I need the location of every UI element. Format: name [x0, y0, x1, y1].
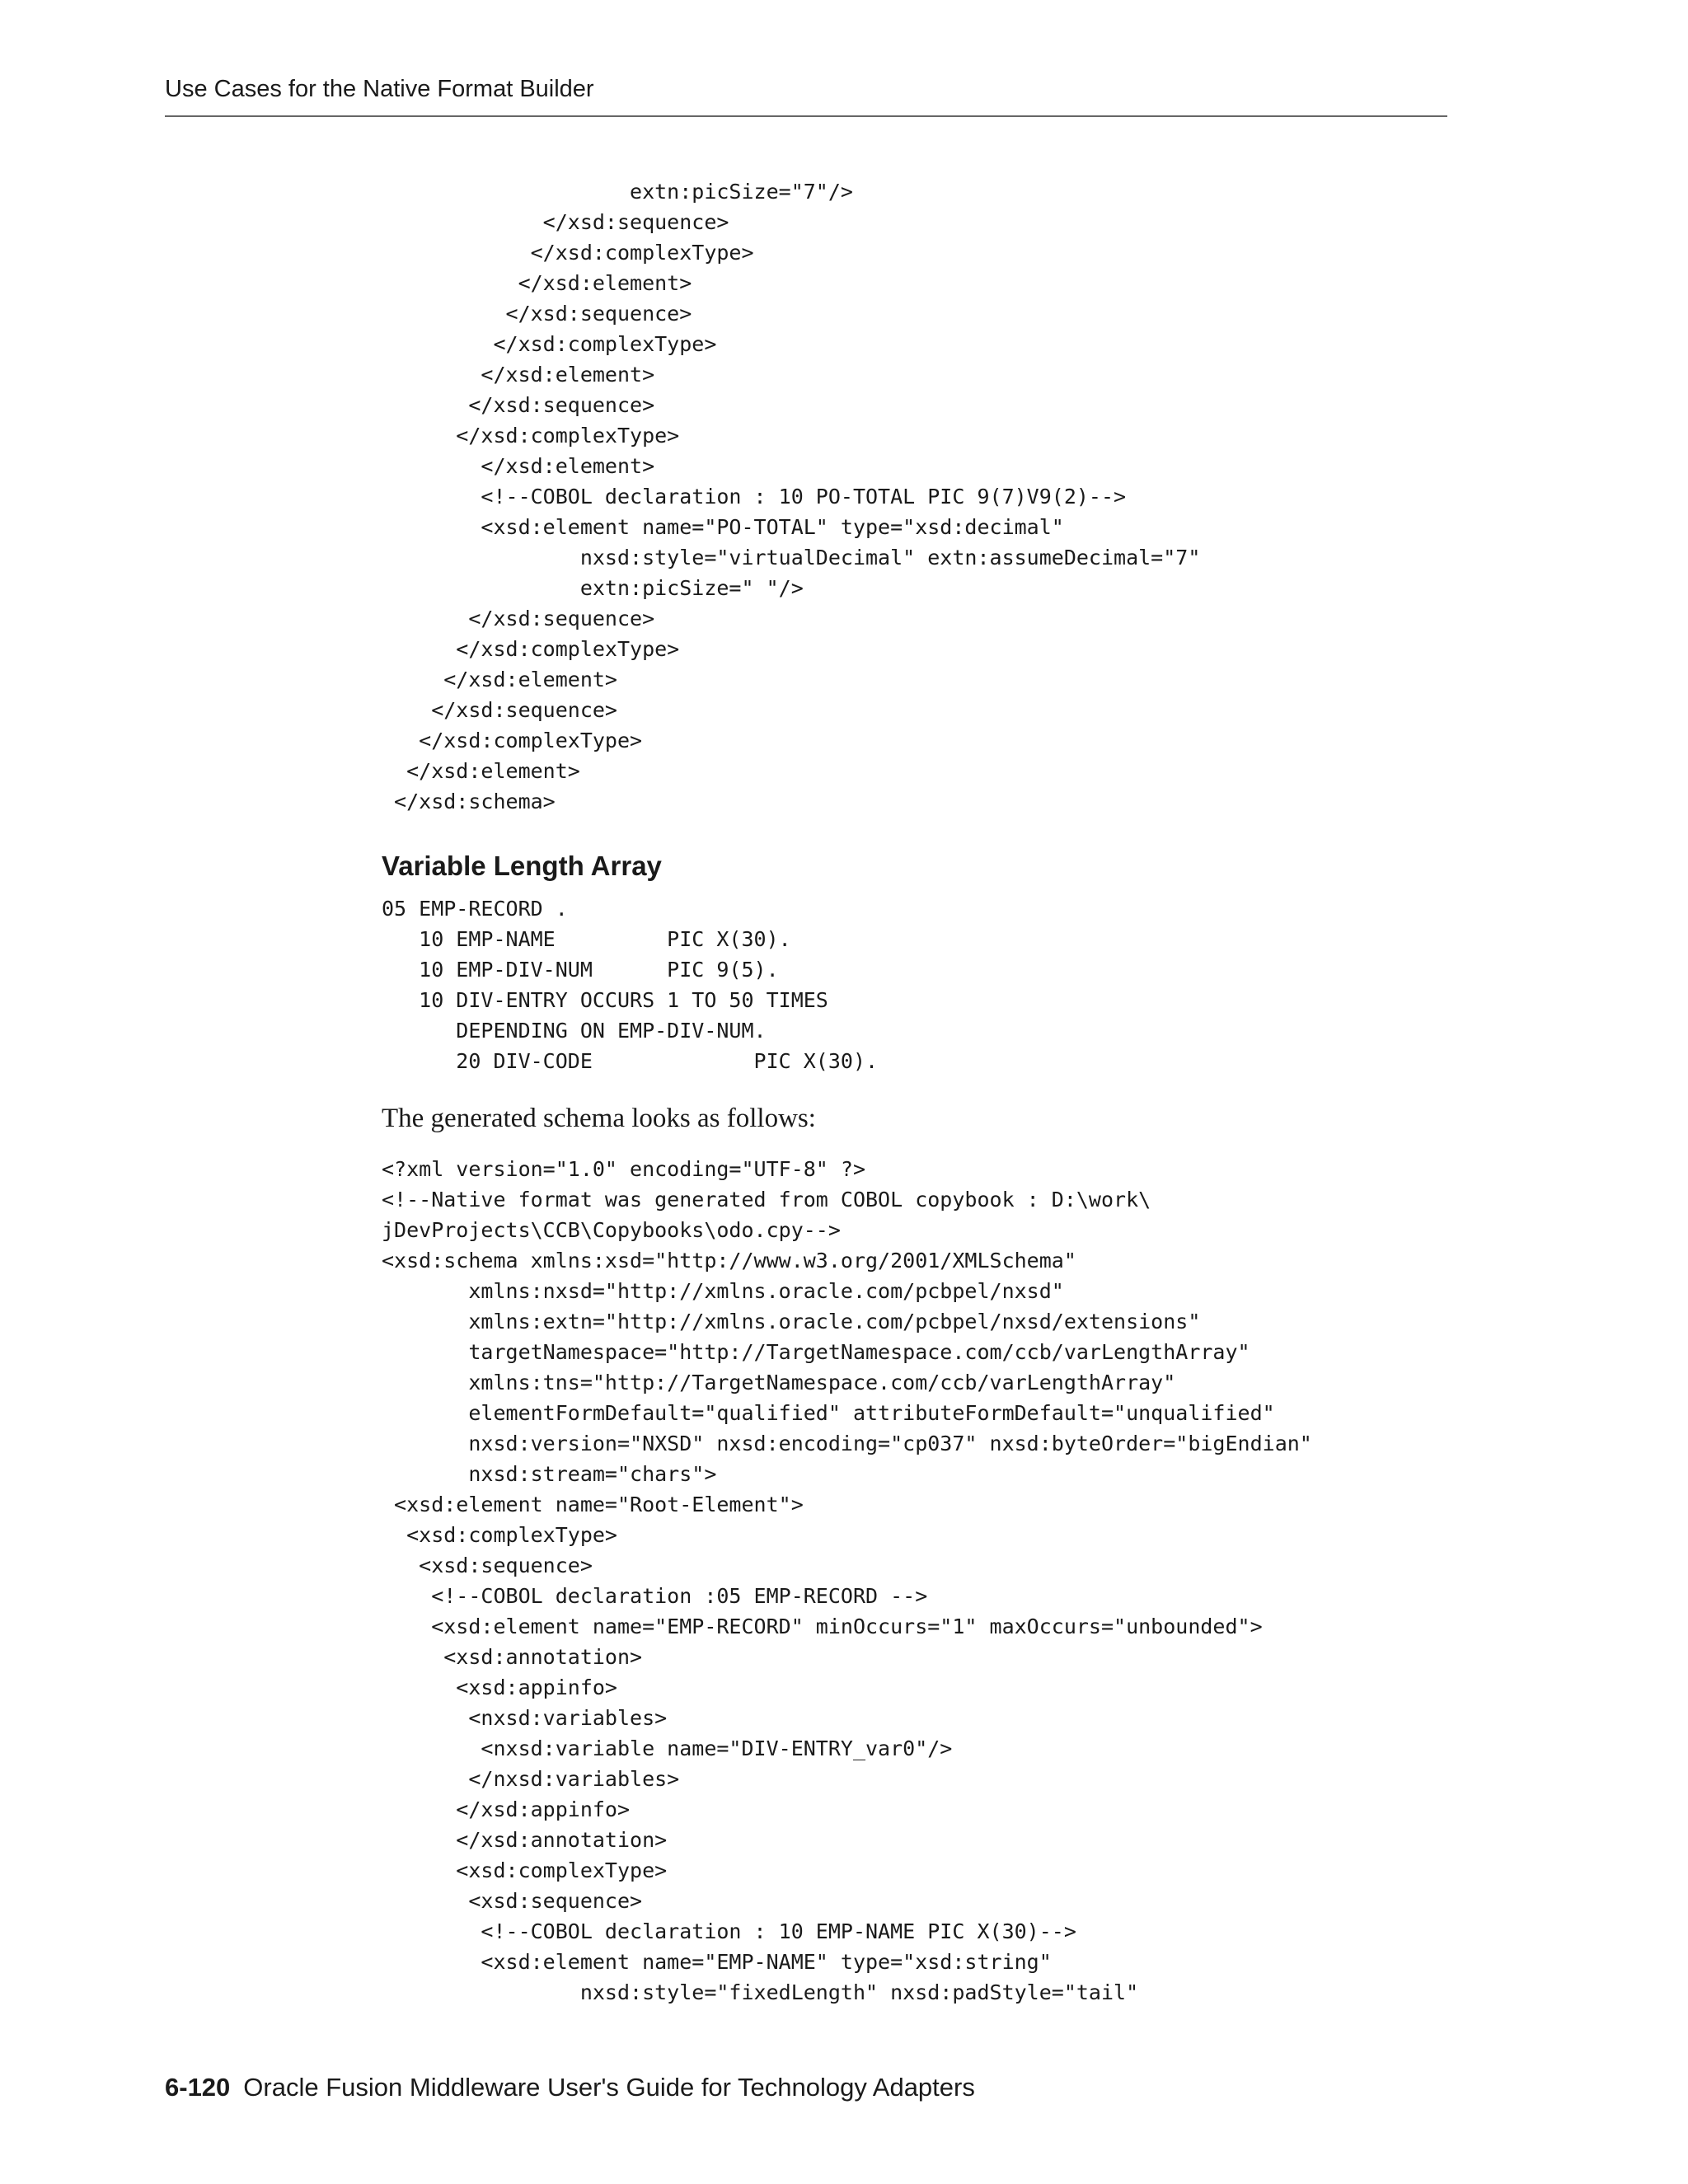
code-line: targetNamespace="http://TargetNamespace.com/ccb/varLengthArray" — [382, 1340, 1250, 1364]
code-line: <xsd:schema xmlns:xsd="http://www.w3.org/2001/XMLSchema" — [382, 1249, 1076, 1272]
code-line: </xsd:complexType> — [382, 241, 754, 265]
page-number: 6-120 — [165, 2073, 231, 2102]
code-line: <xsd:sequence> — [382, 1554, 593, 1577]
code-line: </xsd:schema> — [382, 790, 556, 813]
code-line: </xsd:appinfo> — [382, 1797, 631, 1821]
code-line: 05 EMP-RECORD . — [382, 897, 568, 921]
code-line: <?xml version="1.0" encoding="UTF-8" ?> — [382, 1157, 865, 1181]
section-heading: Variable Length Array — [382, 851, 662, 881]
code-line: <xsd:sequence> — [382, 1889, 643, 1913]
code-line: </xsd:element> — [382, 271, 692, 295]
code-line: nxsd:version="NXSD" nxsd:encoding="cp037" nxsd:byteOrder="bigEndian" — [382, 1432, 1312, 1455]
code-line: </xsd:complexType> — [382, 637, 680, 661]
code-line: nxsd:style="fixedLength" nxsd:padStyle="tail" — [382, 1980, 1139, 2004]
code-line: elementFormDefault="qualified" attributeFormDefault="unqualified" — [382, 1401, 1275, 1425]
code-line: nxsd:stream="chars"> — [382, 1462, 717, 1486]
header-rule — [165, 115, 1447, 117]
code-line: jDevProjects\CCB\Copybooks\odo.cpy--> — [382, 1218, 841, 1242]
code-line: <xsd:element name="EMP-NAME" type="xsd:string" — [382, 1950, 1052, 1974]
code-line: </xsd:sequence> — [382, 210, 729, 234]
code-line: </xsd:complexType> — [382, 332, 717, 356]
code-line: nxsd:style="virtualDecimal" extn:assumeDecimal="7" — [382, 546, 1201, 569]
code-line: <xsd:element name="Root-Element"> — [382, 1493, 804, 1516]
code-line: xmlns:extn="http://xmlns.oracle.com/pcbpel/nxsd/extensions" — [382, 1310, 1201, 1333]
code-line: <xsd:element name="EMP-RECORD" minOccurs="1" maxOccurs="unbounded"> — [382, 1615, 1263, 1638]
code-line: </xsd:complexType> — [382, 424, 680, 448]
code-line: xmlns:nxsd="http://xmlns.oracle.com/pcbpel/nxsd" — [382, 1279, 1064, 1303]
code-line: <!--COBOL declaration : 10 PO-TOTAL PIC 9(7)V9(2)--> — [382, 485, 1127, 509]
code-line: </xsd:element> — [382, 668, 617, 691]
code-line: <xsd:annotation> — [382, 1645, 643, 1669]
code-line: </xsd:sequence> — [382, 302, 692, 326]
code-line: </xsd:element> — [382, 454, 655, 478]
code-line: <nxsd:variable name="DIV-ENTRY_var0"/> — [382, 1736, 953, 1760]
code-line: <xsd:complexType> — [382, 1858, 668, 1882]
code-line: </xsd:sequence> — [382, 698, 617, 722]
code-line: <nxsd:variables> — [382, 1706, 668, 1730]
running-header: Use Cases for the Native Format Builder — [165, 76, 594, 102]
code-line: </xsd:element> — [382, 759, 580, 783]
code-line: </xsd:element> — [382, 363, 655, 387]
code-line: DEPENDING ON EMP-DIV-NUM. — [382, 1019, 767, 1043]
book-title: Oracle Fusion Middleware User's Guide for Technology Adapters — [243, 2073, 975, 2102]
code-line: <xsd:element name="PO-TOTAL" type="xsd:decimal" — [382, 515, 1064, 539]
code-line: </xsd:sequence> — [382, 607, 655, 630]
code-line: <xsd:appinfo> — [382, 1675, 617, 1699]
code-block-generated-schema — [382, 1154, 1312, 2008]
code-line: </nxsd:variables> — [382, 1767, 680, 1791]
code-block-schema-end — [382, 176, 1200, 817]
code-line: <!--Native format was generated from COBOL copybook : D:\work\ — [382, 1188, 1151, 1212]
code-line: 10 DIV-ENTRY OCCURS 1 TO 50 TIMES — [382, 988, 828, 1012]
code-line: </xsd:annotation> — [382, 1828, 668, 1852]
page-footer — [165, 2073, 975, 2102]
code-line: 10 EMP-DIV-NUM PIC 9(5). — [382, 958, 779, 982]
code-block-cobol-copybook — [382, 893, 878, 1076]
code-line: <!--COBOL declaration : 10 EMP-NAME PIC X(30)--> — [382, 1919, 1076, 1943]
code-line: 20 DIV-CODE PIC X(30). — [382, 1049, 879, 1073]
code-line: 10 EMP-NAME PIC X(30). — [382, 927, 791, 951]
code-line: xmlns:tns="http://TargetNamespace.com/ccb/varLengthArray" — [382, 1371, 1176, 1394]
code-line: <xsd:complexType> — [382, 1523, 617, 1547]
code-line: </xsd:complexType> — [382, 729, 643, 752]
code-line: extn:picSize=" "/> — [382, 576, 804, 600]
code-line: extn:picSize="7"/> — [382, 180, 853, 204]
body-paragraph: The generated schema looks as follows: — [382, 1104, 816, 1133]
code-line: <!--COBOL declaration :05 EMP-RECORD --> — [382, 1584, 928, 1608]
code-line: </xsd:sequence> — [382, 393, 655, 417]
